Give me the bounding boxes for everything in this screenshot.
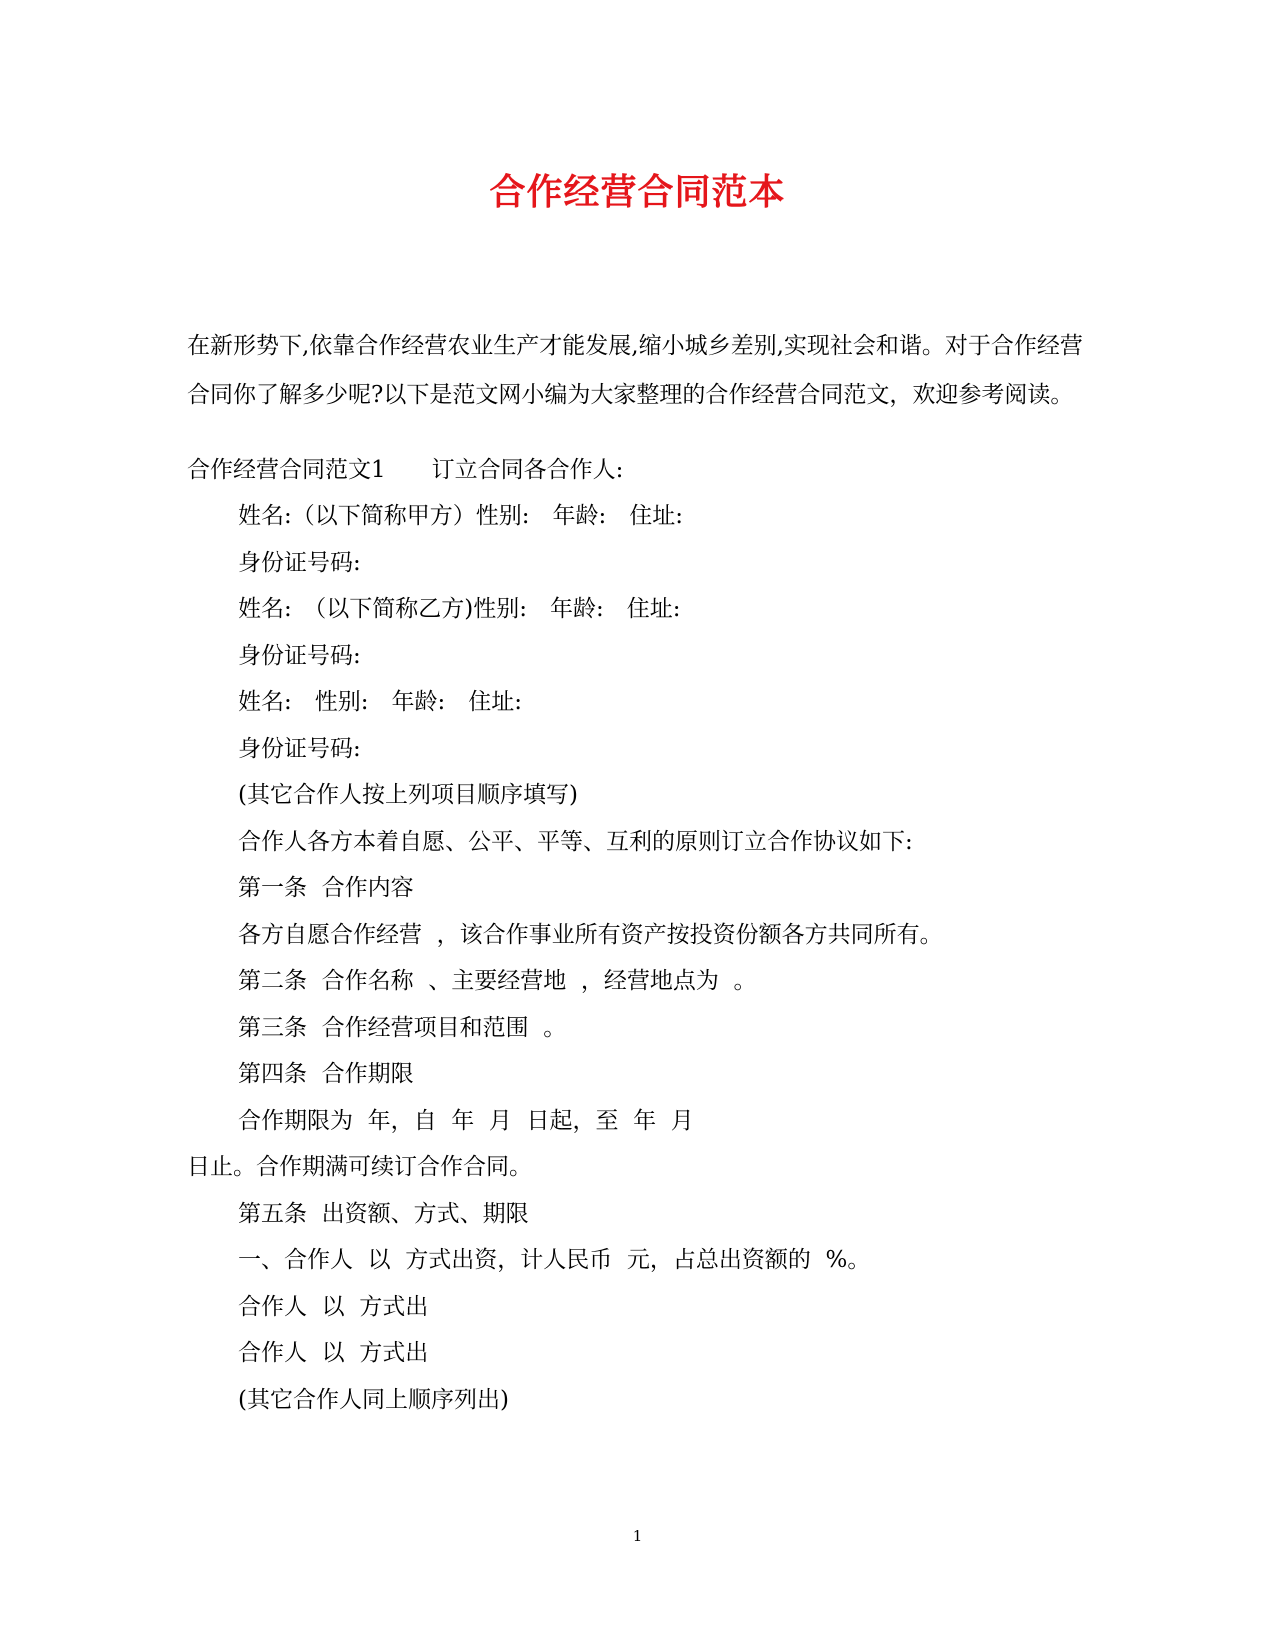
intro-paragraph: 在新形势下,依靠合作经营农业生产才能发展,缩小城乡差别,实现社会和谐。对于合作经营合同你了解多少呢?以下是范文网小编为大家整理的合作经营合同范文，欢迎参考阅读。 [187, 333, 1083, 408]
article-4-heading: 第四条 合作期限 [238, 1061, 414, 1087]
party-b-id: 身份证号码: [238, 643, 361, 669]
article-5-item-1: 一、合作人 以 方式出资，计人民币 元，占总出资额的 %。 [238, 1247, 871, 1273]
page-number: 1 [632, 1527, 643, 1545]
party-c-info: 姓名: 性别: 年龄: 住址: [238, 689, 522, 715]
article-5-heading: 第五条 出资额、方式、期限 [238, 1201, 529, 1227]
agreement-principle: 合作人各方本着自愿、公平、平等、互利的原则订立合作协议如下: [238, 829, 913, 855]
article-5-other-note: (其它合作人同上顺序列出) [238, 1387, 509, 1413]
article-5-partner-line: 合作人 以 方式出 [238, 1340, 429, 1366]
article-2-text: 第二条 合作名称 、主要经营地 ，经营地点为 。 [238, 968, 757, 994]
article-1-heading: 第一条 合作内容 [238, 875, 414, 901]
article-3-text: 第三条 合作经营项目和范围 。 [238, 1015, 567, 1041]
article-1-text: 各方自愿合作经营 ，该合作事业所有资产按投资份额各方共同所有。 [238, 922, 943, 948]
article-4-text: 合作期限为 年，自 年 月 日起，至 年 月 [238, 1108, 694, 1134]
party-c-id: 身份证号码: [238, 736, 361, 762]
article-4-text-continued: 日止。合作期满可续订合作合同。 [187, 1154, 532, 1180]
article-5-partner-line: 合作人 以 方式出 [238, 1294, 429, 1320]
contract-heading-line: 合作经营合同范文1 订立合同各合作人: [187, 457, 624, 483]
other-partners-note: (其它合作人按上列项目顺序填写) [238, 782, 578, 808]
document-title: 合作经营合同范本 [489, 171, 786, 213]
party-b-info: 姓名: （以下简称乙方)性别: 年龄: 住址: [238, 596, 681, 622]
party-a-id: 身份证号码: [238, 550, 361, 576]
party-a-info: 姓名:（以下简称甲方）性别: 年龄: 住址: [238, 503, 683, 529]
